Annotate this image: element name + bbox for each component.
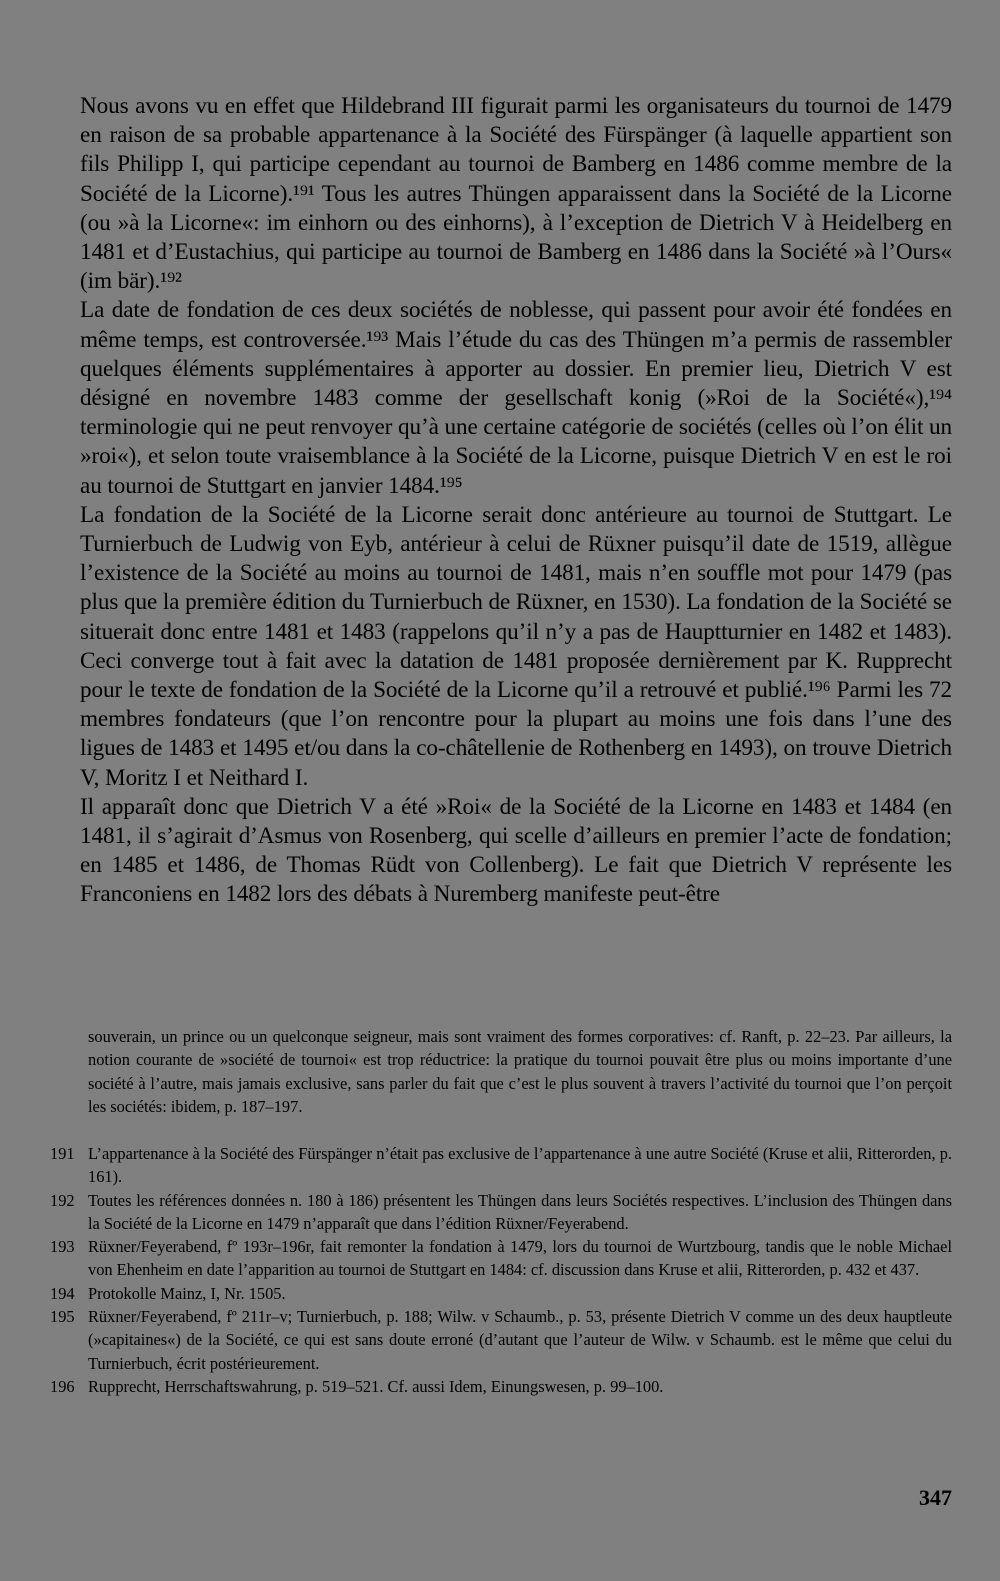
footnotes <box>50 1142 952 1398</box>
footnote-194 <box>50 1282 952 1305</box>
footnote-text: L’appartenance à la Société des Fürspänger n’était pas exclusive de l’appartenance à une autre Société (Kruse et alii, Ritterorden, p. 161). <box>88 1144 952 1187</box>
main-text <box>80 92 952 910</box>
paragraph-4: Il apparaît donc que Dietrich V a été »Roi« de la Société de la Licorne en 1483 et 1484 (en 1481, il s’agirait d’Asmus von Rosenberg, qui scelle d’ailleurs en premier l’acte de fondation; en 1485 et 1486, de Thomas Rüdt von Collenberg). Le fait que Dietrich V représente les Franconiens en 1482 lors des débats à Nuremberg manifeste peut-être <box>80 793 952 908</box>
footnote-text: Rüxner/Feyerabend, fº 193r–196r, fait remonter la fondation à 1479, lors du tournoi de Wurtzbourg, tandis que le noble Michael von Ehenheim en date l’apparition au tournoi de Stuttgart en 1484: cf. discussion dans Kruse et alii, Ritterorden, p. 432 et 437. <box>88 1237 952 1280</box>
footnote-text: Rüxner/Feyerabend, fº 211r–v; Turnierbuch, p. 188; Wilw. v Schaumb., p. 53, présente Dietrich V comme un des deux hauptleute (»capitaines«) de la Société, ce qui est sans doute erroné (d’autant que l’auteur de Wilw. v Schaumb. est le même que celui du Turnierbuch, écrit postérieurement. <box>88 1307 952 1373</box>
footnote-number: 192 <box>50 1190 75 1210</box>
footnote-continuation: souverain, un prince ou un quelconque seigneur, mais sont vraiment des formes corporatives: cf. Ranft, p. 22–23. Par ailleurs, la notion courante de »société de tournoi« est trop réductrice: la pratique du tournoi pouvait être plus ou moins importante d’une société à l’autre, mais jamais exclusive, sans parler du fait que c’est le plus souvent à travers l’activité du tournoi que l’on perçoit les sociétés: ibidem, p. 187–197. <box>88 1027 952 1116</box>
paragraph-1: Nous avons vu en effet que Hildebrand III figurait parmi les organisateurs du tournoi de 1479 en raison de sa probable appartenance à la Société des Fürspänger (à laquelle appartient son fils Philipp I, qui participe cependant au tournoi de Bamberg en 1486 comme membre de la Société de la Licorne).¹⁹¹ Tous les autres Thüngen apparaissent dans la Société de la Licorne (ou »à la Licorne«: im einhorn ou des einhorns), à l’exception de Dietrich V à Heidelberg en 1481 et d’Eustachius, qui participe au tournoi de Bamberg en 1486 dans la Société »à l’Ours« (im bär).¹⁹² <box>80 93 952 295</box>
footnote-number: 196 <box>50 1376 75 1396</box>
page-number: 347 <box>919 1485 952 1510</box>
paragraph-3: La fondation de la Société de la Licorne serait donc antérieure au tournoi de Stuttgart. Le Turnierbuch de Ludwig von Eyb, antérieur à celui de Rüxner puisqu’il date de 1519, allègue l’existence de la Société au moins au tournoi de 1481, mais n’en souffle mot pour 1479 (pas plus que la première édition du Turnierbuch de Rüxner, en 1530). La fondation de la Société se situerait donc entre 1481 et 1483 (rappelons qu’il n’y a pas de Hauptturnier en 1482 et 1483). Ceci converge tout à fait avec la datation de 1481 proposée dernièrement par K. Rupprecht pour le texte de fondation de la Société de la Licorne qu’il a retrouvé et publié.¹⁹⁶ Parmi les 72 membres fondateurs (que l’on rencontre pour la plupart au moins une fois dans l’une des ligues de 1483 et 1495 et/ou dans la co-châtellenie de Rothenberg en 1493), on trouve Dietrich V, Moritz I et Neithard I. <box>80 501 952 791</box>
footnote-196 <box>50 1375 952 1398</box>
footnote-192 <box>50 1189 952 1236</box>
footnote-191 <box>50 1142 952 1189</box>
footnote-number: 193 <box>50 1237 75 1257</box>
footnote-number: 194 <box>50 1283 75 1303</box>
footnote-text: Toutes les références données n. 180 à 186) présentent les Thüngen dans leurs Sociétés respectives. L’inclusion des Thüngen dans la Société de la Licorne en 1479 n’apparaît que dans l’édition Rüxner/Feyerabend. <box>88 1190 952 1233</box>
footnote-195 <box>50 1305 952 1375</box>
footnote-text: Rupprecht, Herrschaftswahrung, p. 519–521. Cf. aussi Idem, Einungswesen, p. 99–100. <box>88 1376 664 1396</box>
paragraph-2: La date de fondation de ces deux sociétés de noblesse, qui passent pour avoir été fondées en même temps, est controversée.¹⁹³ Mais l’étude du cas des Thüngen m’a permis de rassembler quelques éléments supplémentaires à apporter au dossier. En premier lieu, Dietrich V est désigné en novembre 1483 comme der gesellschaft konig (»Roi de la Société«),¹⁹⁴ terminologie qui ne peut renvoyer qu’à une certaine catégorie de sociétés (celles où l’on élit un »roi«), et selon toute vraisemblance à la Société de la Licorne, puisque Dietrich V en est le roi au tournoi de Stuttgart en janvier 1484.¹⁹⁵ <box>80 297 952 499</box>
footnote-number: 195 <box>50 1307 75 1327</box>
footnote-193 <box>50 1235 952 1282</box>
footnote-number: 191 <box>50 1144 75 1163</box>
footnote-text: Protokolle Mainz, I, Nr. 1505. <box>88 1283 286 1303</box>
